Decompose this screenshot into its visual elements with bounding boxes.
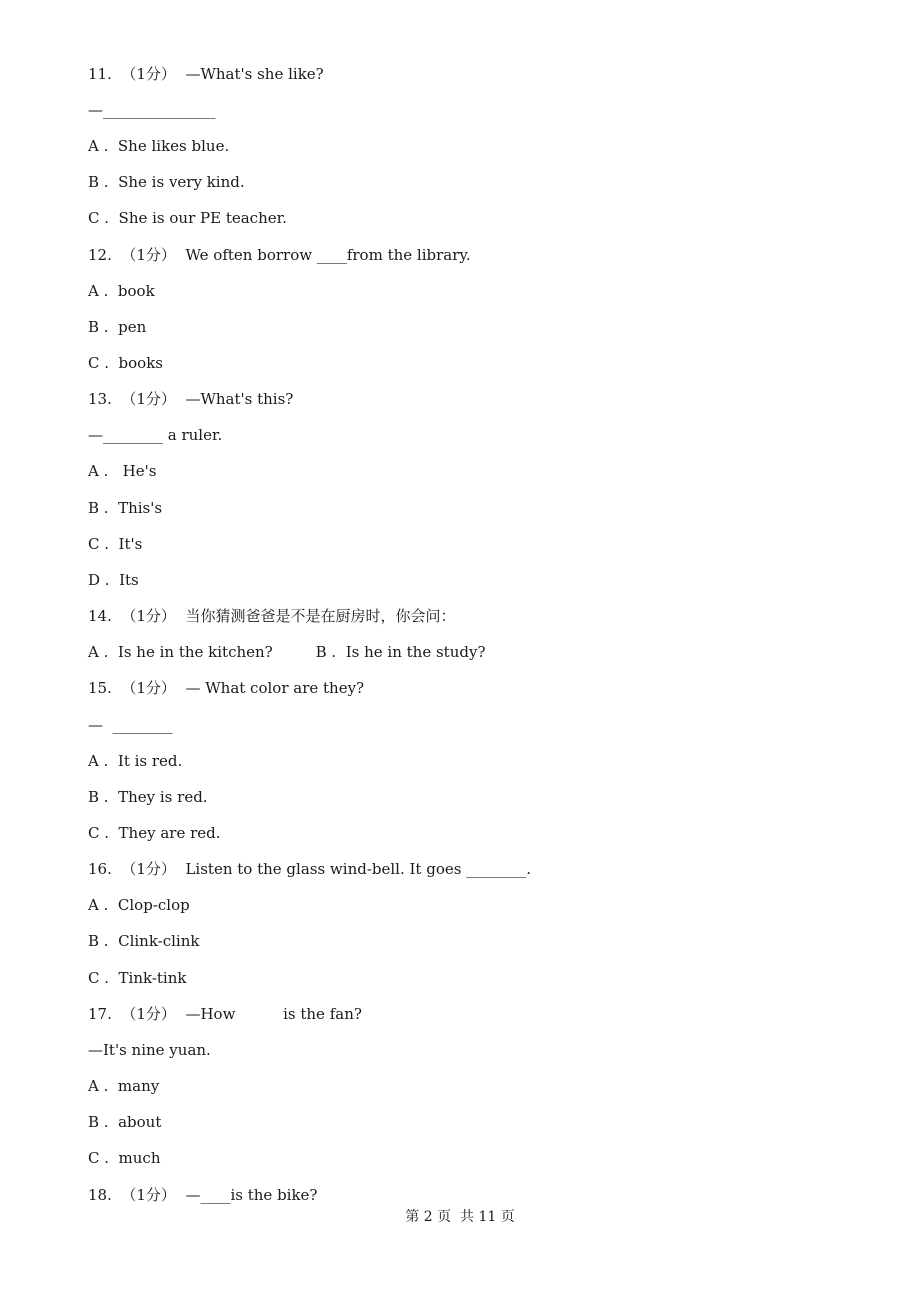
q15-blank-line: — ________	[88, 716, 173, 734]
q12-option-c: C . books	[88, 354, 163, 372]
q15-stem: 15. （1分） — What color are they?	[88, 679, 365, 697]
q13-option-b: B . This's	[88, 499, 163, 517]
q13-blank-line: —________ a ruler.	[88, 426, 223, 444]
q15-option-c: C . They are red.	[88, 824, 221, 842]
q16-option-b: B . Clink-clink	[88, 932, 200, 950]
q16-option-a: A . Clop-clop	[88, 896, 190, 914]
q11-option-b: B . She is very kind.	[88, 173, 245, 191]
q17-option-c: C . much	[88, 1149, 161, 1167]
q17-stem: 17. （1分） —How is the fan?	[88, 1005, 362, 1023]
q12-stem: 12. （1分） We often borrow ____from the library.	[88, 246, 471, 264]
q17-answer-line: —It's nine yuan.	[88, 1041, 211, 1059]
q11-option-a: A . She likes blue.	[88, 137, 230, 155]
q17-option-b: B . about	[88, 1113, 162, 1131]
q13-stem: 13. （1分） —What's this?	[88, 390, 294, 408]
q12-option-a: A . book	[88, 282, 155, 300]
q13-option-c: C . It's	[88, 535, 143, 553]
q16-option-c: C . Tink-tink	[88, 969, 187, 987]
q13-option-a: A . He's	[88, 462, 157, 480]
q16-stem: 16. （1分） Listen to the glass wind-bell. It goes ________.	[88, 860, 531, 878]
q17-option-a: A . many	[88, 1077, 160, 1095]
q11-stem: 11. （1分） —What's she like?	[88, 65, 324, 83]
q11-option-c: C . She is our PE teacher.	[88, 209, 287, 227]
q15-option-b: B . They is red.	[88, 788, 208, 806]
q15-option-a: A . It is red.	[88, 752, 183, 770]
q14-stem: 14. （1分） 当你猜测爸爸是不是在厨房时，你会问：	[88, 607, 456, 625]
q14-options: A . Is he in the kitchen? B . Is he in the study?	[88, 643, 486, 661]
q13-option-d: D . Its	[88, 571, 139, 589]
q12-option-b: B . pen	[88, 318, 147, 336]
page-footer: 第 2 页 共 11 页	[405, 1209, 515, 1225]
q18-stem: 18. （1分） —____is the bike?	[88, 1186, 318, 1204]
q11-blank-line: —_______________	[88, 101, 216, 119]
